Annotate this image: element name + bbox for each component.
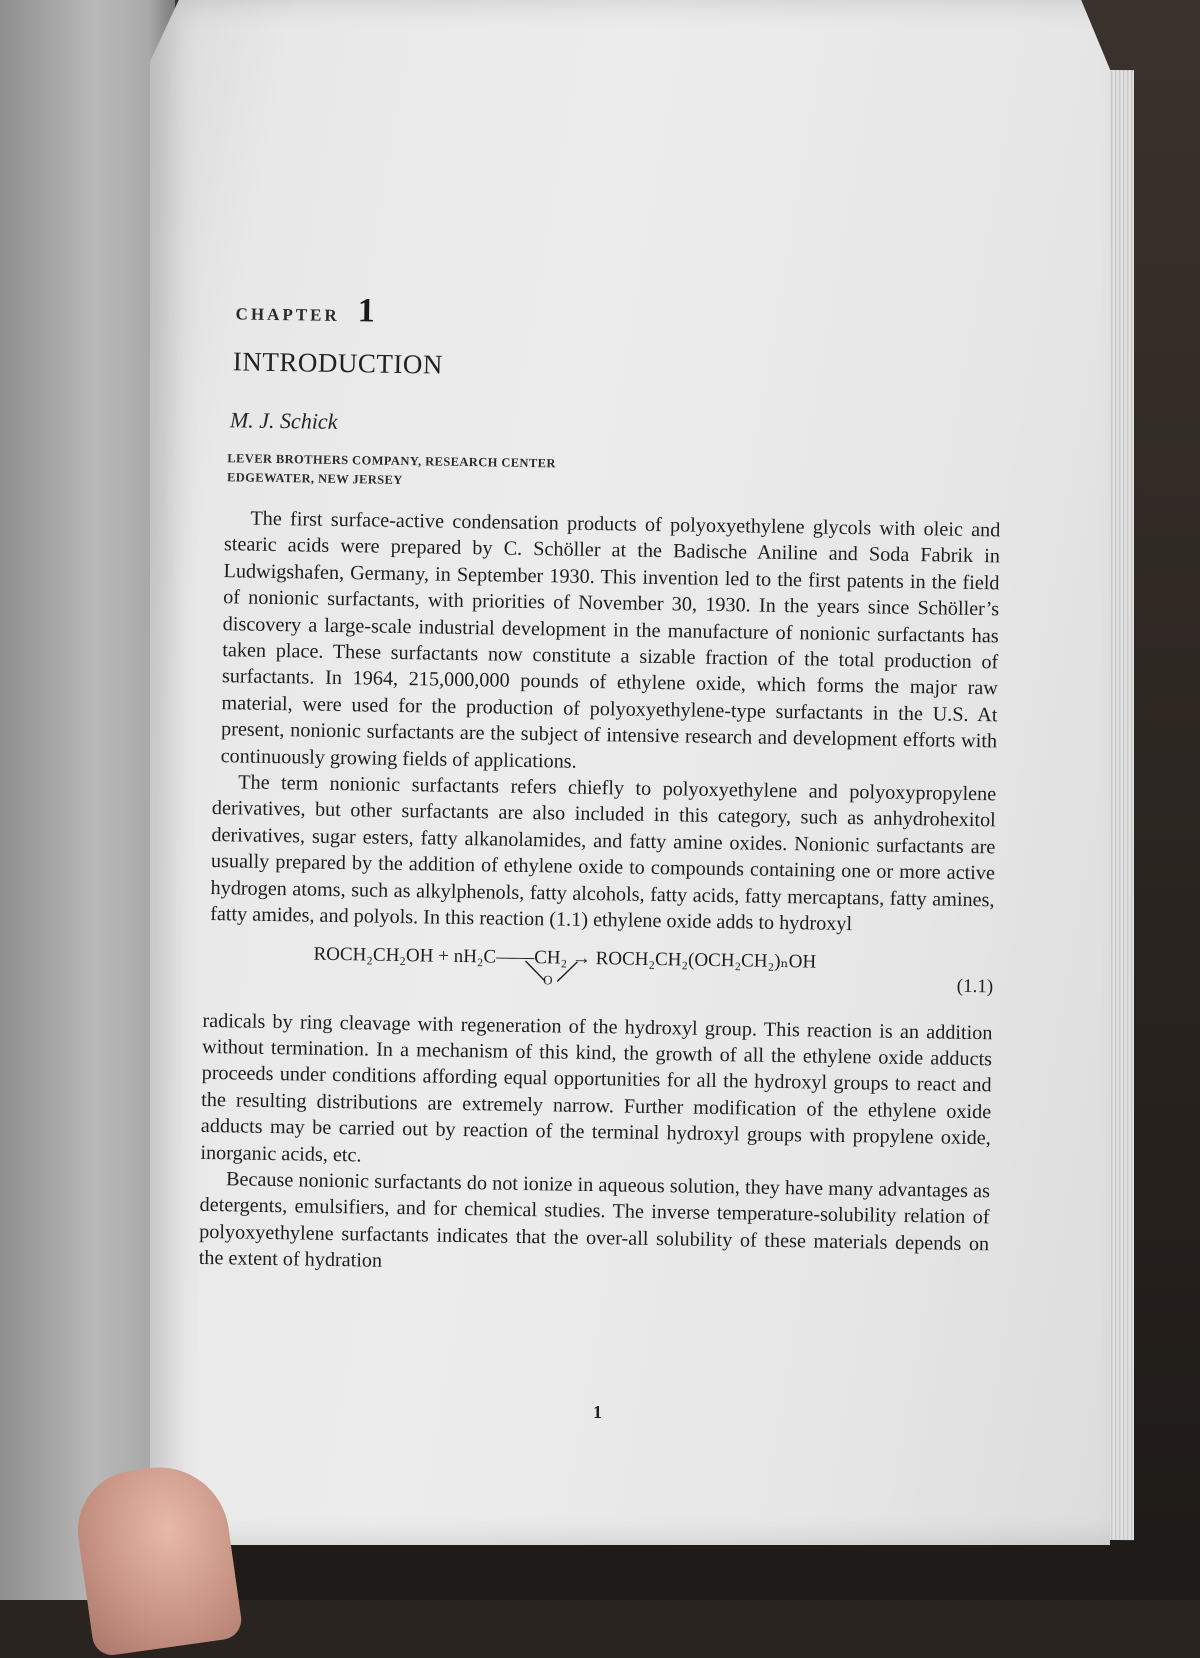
- paragraph-3: radicals by ring cleavage with regeneration of the hydroxyl group. This reaction is an addition without termination. In a mechanism of this kind, the growth of all the ethylene oxide adducts proceeds under conditions affording equal opportunities for all the hydroxyl groups to react and the resulting distributions are extremely narrow. Further modification of the ethylene oxide adducts may be carried out by reaction of the terminal hydroxyl groups with propylene oxide, inorganic acids, etc.: [200, 1009, 993, 1166]
- equation-number: (1.1): [956, 975, 994, 997]
- chapter-label: CHAPTER: [235, 304, 340, 325]
- epoxide-oxygen: O: [543, 971, 553, 987]
- page-number: 1: [593, 1402, 602, 1422]
- equation-text: ROCH₂CH₂OH + nH₂C——CH₂ → ROCH₂CH₂(OCH₂CH₂)ₙOH: [313, 943, 817, 973]
- affiliation-line-1: LEVER BROTHERS COMPANY, RESEARCH CENTER: [227, 451, 556, 471]
- chapter-number: 1: [357, 292, 376, 330]
- chapter-title: INTRODUCTION: [232, 346, 444, 380]
- facing-page: [0, 0, 175, 1600]
- equation-1-1: [203, 935, 994, 1013]
- affiliation-line-2: EDGEWATER, NEW JERSEY: [226, 470, 403, 487]
- paragraph-4: Because nonionic surfactants do not ionize in aqueous solution, they have many advantages as detergents, emulsifiers, and for chemical studies. The inverse temperature-solubility relation of polyoxyethylene surfactants indicates that the over-all solubility of these materials depends on the extent of hydration: [198, 1168, 991, 1272]
- paragraph-2: The term nonionic surfactants refers chiefly to polyoxyethylene and polyoxypropylene derivatives, but other surfactants are also included in this category, such as anhydrohexitol derivatives, sugar esters, fatty alkanolamides, and fatty amine oxides. Nonionic surfactants are usually prepared by the addition of ethylene oxide to compounds containing one or more active hydrogen atoms, such as alkylphenols, fatty alcohols, fatty acids, fatty mercaptans, fatty amines, fatty amides, and polyols. In this reaction (1.1) ethylene oxide adds to hydroxyl: [210, 771, 997, 936]
- author-affiliation: [227, 449, 1002, 499]
- body-text: [199, 505, 1001, 1284]
- author-name: M. J. Schick: [229, 407, 338, 434]
- paragraph-1: The first surface-active condensation products of polyoxyethylene glycols with oleic and stearic acids were prepared by C. Schöller at the Badische Aniline and Soda Fabrik in Ludwigshafen, Germany, in September 1930. This invention led to the first patents in the field of nonionic surfactants, with priorities of November 30, 1930. In the years since Schöller’s discovery a large-scale industrial development in the manufacture of nonionic surfactants has taken place. These surfactants now constitute a sizable fraction of the total production of surfactants. In 1964, 215,000,000 pounds of ethylene oxide, which forms the major raw material, were used for the production of polyoxyethylene-type surfactants in the U.S. At present, nonionic surfactants are the subject of intensive research and development efforts with continuously growing fields of applications.: [220, 507, 1001, 773]
- page-content: [199, 290, 1004, 1284]
